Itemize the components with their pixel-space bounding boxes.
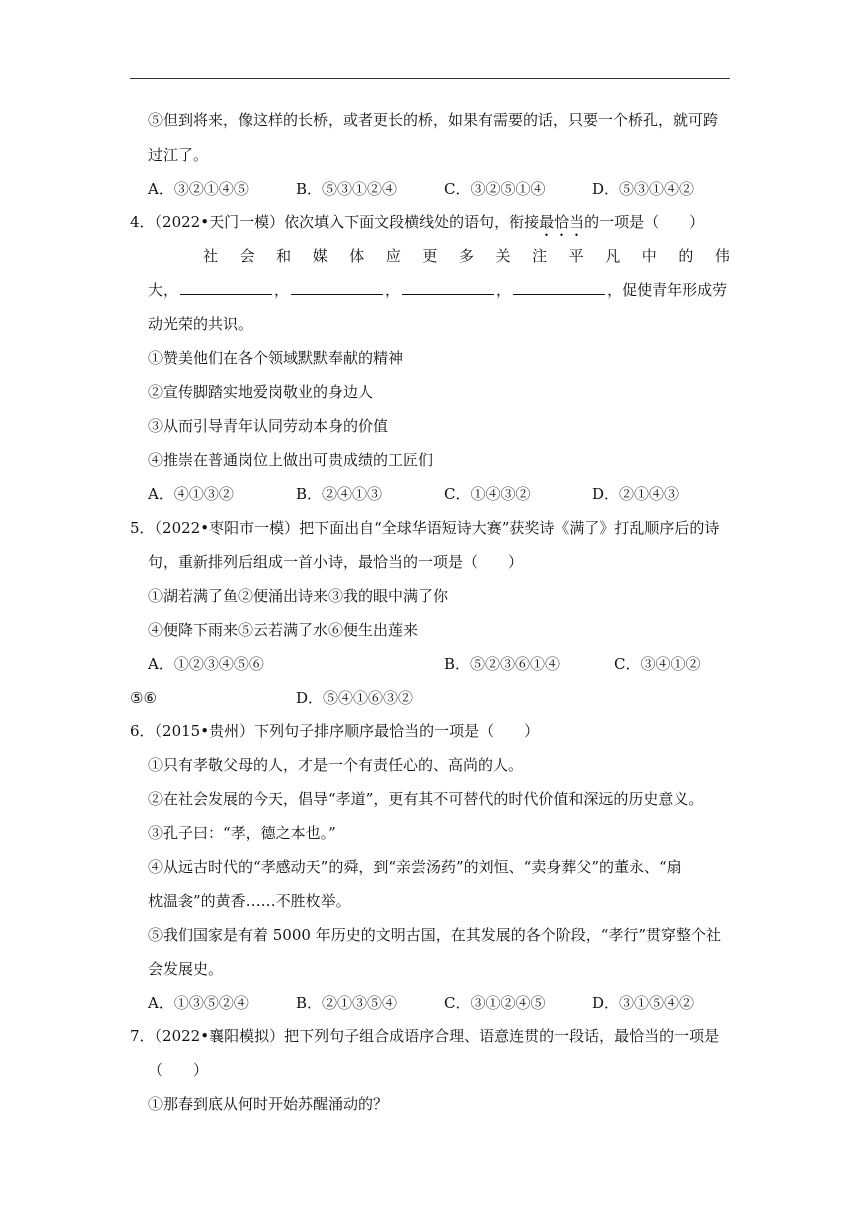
q6-item-3: ③孔子曰：“孝，德之本也。” — [148, 824, 336, 842]
q6-option-a: A．①③⑤②④ — [148, 994, 249, 1012]
q5-stem-line2: 句，重新排列后组成一首小诗，最恰当的一项是（ ） — [148, 553, 524, 571]
q6-option-c: C．③①②④⑤ — [444, 994, 546, 1012]
q4-item-1: ①赞美他们在各个领域默默奉献的精神 — [148, 349, 404, 367]
q6-item-4-line1: ④从远古时代的“孝感动天”的舜，到“亲尝汤药”的刘恒、“卖身葬父”的董永、“扇 — [148, 858, 682, 876]
q6-item-5-line2: 会发展史。 — [148, 960, 224, 978]
q4-option-d: D．②①④③ — [592, 485, 680, 503]
q7-stem-line2: （ ） — [148, 1061, 209, 1079]
q4-stem: 4．（2022•天门一模）依次填入下面文段横线处的语句，衔接最恰当的一项是（ ） — [130, 213, 705, 231]
q5-items-line1: ①湖若满了鱼②便涌出诗来③我的眼中满了你 — [148, 587, 449, 605]
q6-option-b: B．②①③⑤④ — [296, 994, 398, 1012]
q7-item-1: ①那春到底从何时开始苏醒涌动的？ — [148, 1095, 389, 1113]
q5-option-a: A．①②③④⑤⑥ — [148, 655, 264, 673]
q4-blank-3[interactable] — [402, 280, 494, 295]
q3-option-d: D．⑤③①④② — [592, 180, 695, 198]
q3-option-a: A．③②①④⑤ — [148, 180, 249, 198]
q4-item-3: ③从而引导青年认同劳动本身的价值 — [148, 417, 389, 435]
q6-option-d: D．③①⑤④② — [592, 994, 695, 1012]
q4-item-4: ④推崇在普通岗位上做出可贵成绩的工匠们 — [148, 451, 434, 469]
q4-option-c: C．①④③② — [444, 485, 531, 503]
q5-option-c-cont: ⑤⑥ — [130, 689, 157, 707]
q4-paragraph-line3: 动光荣的共识。 — [148, 315, 254, 333]
q4-item-2: ②宣传脚踏实地爱岗敬业的身边人 — [148, 383, 374, 401]
q3-item-5-line2: 过江了。 — [148, 146, 209, 164]
q6-item-5-line1: ⑤我们国家是有着 5000 年历史的文明古国，在其发展的各个阶段，“孝行”贯穿整个社 — [148, 926, 722, 944]
q4-option-a: A．④①③② — [148, 485, 234, 503]
q4-blank-2[interactable] — [291, 280, 383, 295]
q5-option-d: D．⑤④①⑥③② — [296, 689, 414, 707]
q4-blank-1[interactable] — [180, 280, 272, 295]
header-rule — [130, 78, 730, 79]
q4-stem-emphasis: 最恰当 — [539, 213, 585, 231]
q4-option-b: B．②④①③ — [296, 485, 383, 503]
q7-stem-line1: 7．（2022•襄阳模拟）把下列句子组合成语序合理、语意连贯的一段话，最恰当的一项是 — [130, 1027, 720, 1045]
q4-paragraph-line1: 社 会 和 媒 体 应 更 多 关 注 平 凡 中 的 伟 — [203, 247, 730, 265]
q3-option-c: C．③②⑤①④ — [444, 180, 546, 198]
q3-item-5-line1: ⑤但到将来，像这样的长桥，或者更长的桥，如果有需要的话，只要一个桥孔，就可跨 — [148, 111, 719, 129]
q5-option-c: C．③④①② — [614, 655, 701, 673]
q4-blank-4[interactable] — [513, 280, 605, 295]
q5-option-b: B．⑤②③⑥①④ — [444, 655, 561, 673]
q6-item-1: ①只有孝敬父母的人，才是一个有责任心的、高尚的人。 — [148, 756, 524, 774]
q5-stem-line1: 5．（2022•枣阳市一模）把下面出自“全球华语短诗大赛”获奖诗《满了》打乱顺序后的诗 — [130, 519, 720, 537]
q3-option-b: B．⑤③①②④ — [296, 180, 398, 198]
q6-item-2: ②在社会发展的今天，倡导“孝道”，更有其不可替代的时代价值和深远的历史意义。 — [148, 790, 704, 808]
q5-items-line2: ④便降下雨来⑤云若满了水⑥便生出莲来 — [148, 621, 419, 639]
q6-stem: 6．（2015•贵州）下列句子排序顺序最恰当的一项是（ ） — [130, 722, 540, 740]
q4-paragraph-line2: 大， ， ， ， ，促使青年形成劳 — [148, 281, 728, 299]
q6-item-4-line2: 枕温衾”的黄香……不胜枚举。 — [148, 892, 351, 910]
